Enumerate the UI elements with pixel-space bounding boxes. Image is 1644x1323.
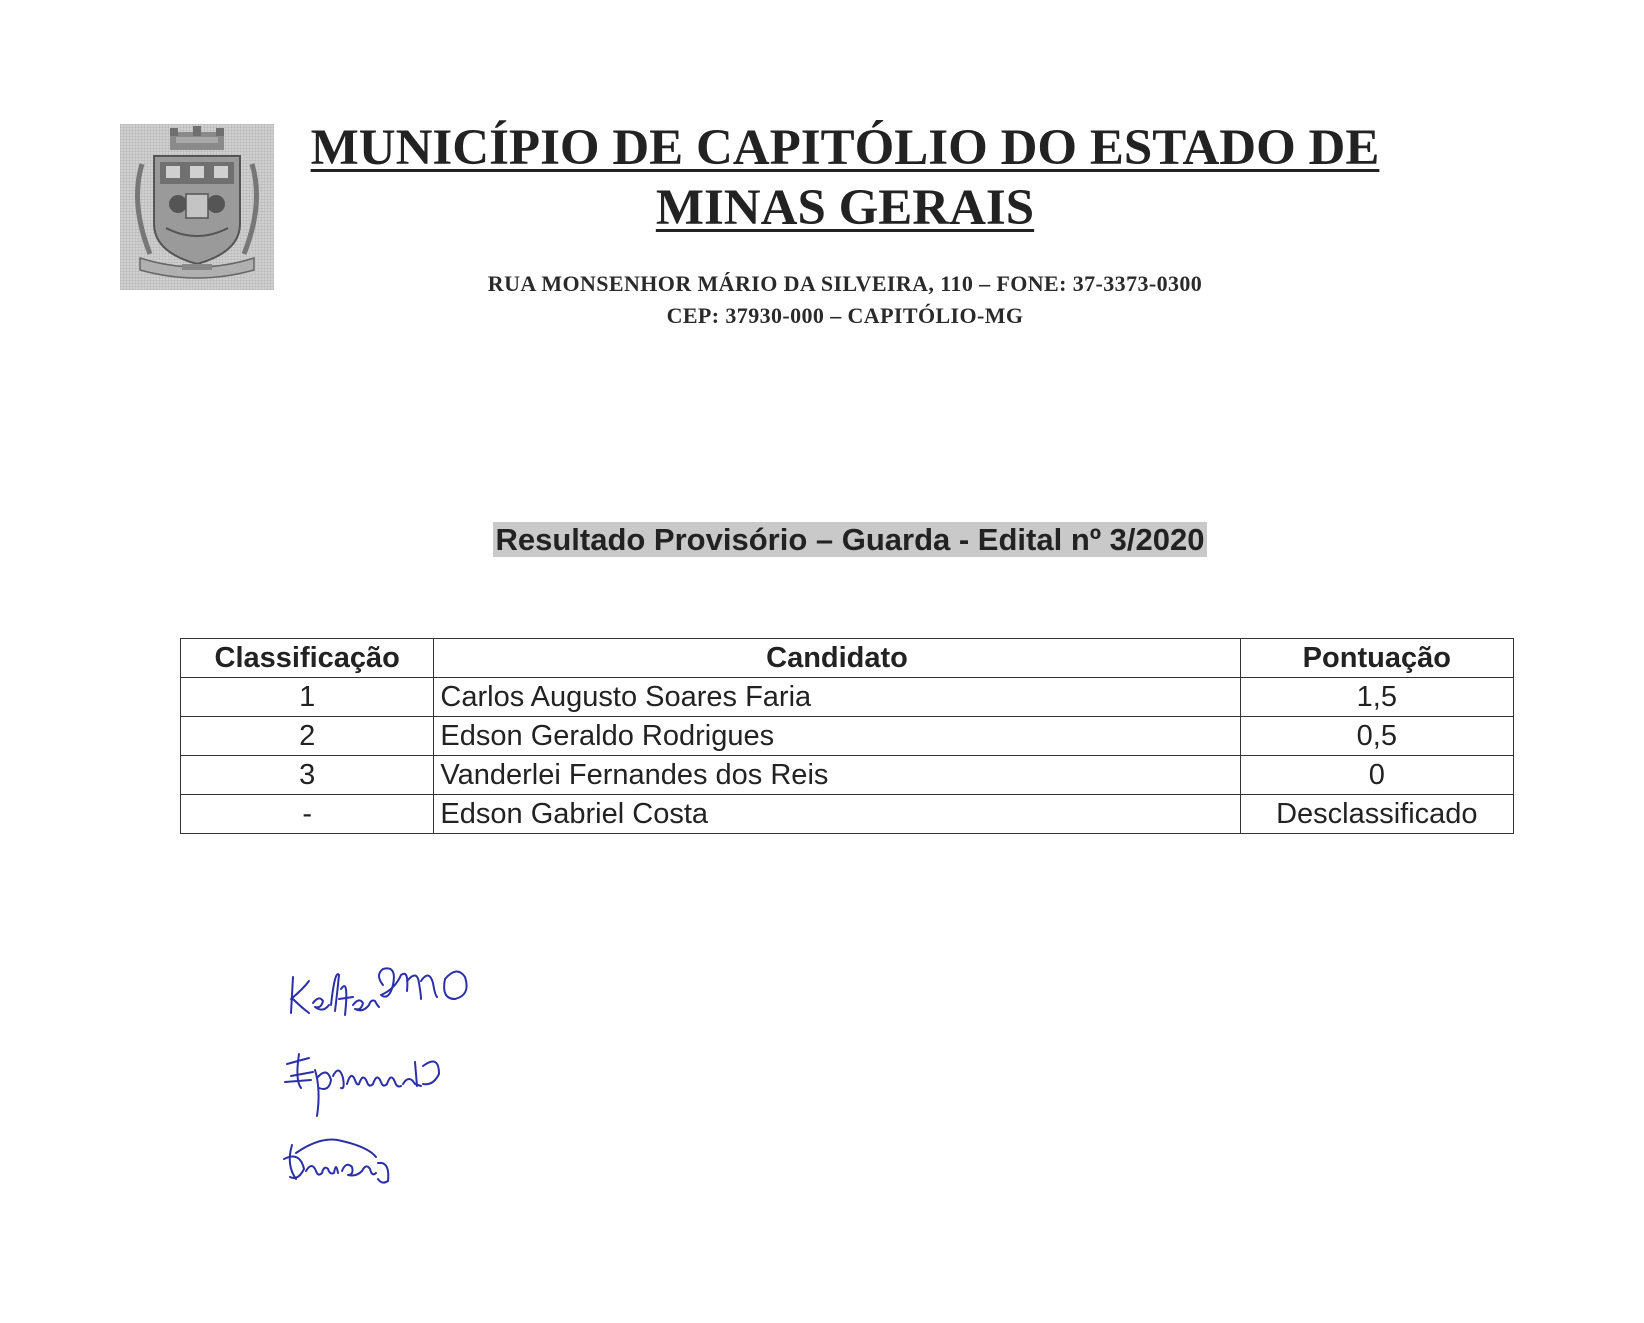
cell-candidato: Edson Gabriel Costa	[434, 795, 1240, 834]
table-row	[181, 678, 1514, 717]
cell-pontuacao: 0,5	[1240, 717, 1513, 756]
column-header-pontuacao: Pontuação	[1240, 639, 1513, 678]
signature-1	[285, 955, 485, 1025]
cell-candidato: Edson Geraldo Rodrigues	[434, 717, 1240, 756]
cell-classificacao: 1	[181, 678, 434, 717]
results-table	[180, 638, 1514, 834]
result-heading-text: Resultado Provisório – Guarda - Edital nº 3/2020	[495, 522, 1205, 557]
organization-address	[300, 268, 1390, 332]
cell-candidato: Carlos Augusto Soares Faria	[434, 678, 1240, 717]
table-row	[181, 795, 1514, 834]
result-heading	[0, 520, 1644, 560]
cell-pontuacao: Desclassificado	[1240, 795, 1513, 834]
cell-classificacao: 2	[181, 717, 434, 756]
organization-title	[290, 118, 1400, 238]
column-header-candidato: Candidato	[434, 639, 1240, 678]
cell-pontuacao: 1,5	[1240, 678, 1513, 717]
organization-title-line-1: MUNICÍPIO DE CAPITÓLIO DO ESTADO DE	[310, 120, 1380, 176]
cell-pontuacao: 0	[1240, 756, 1513, 795]
signature-3	[282, 1125, 402, 1195]
address-line-1: RUA MONSENHOR MÁRIO DA SILVEIRA, 110 – FONE: 37-3373-0300	[487, 271, 1203, 296]
municipal-coat-of-arms-icon	[120, 124, 274, 290]
table-row	[181, 756, 1514, 795]
signature-2	[283, 1040, 463, 1120]
organization-title-line-2: MINAS GERAIS	[655, 180, 1035, 236]
cell-candidato: Vanderlei Fernandes dos Reis	[434, 756, 1240, 795]
table-header-row	[181, 639, 1514, 678]
cell-classificacao: -	[181, 795, 434, 834]
column-header-classificacao: Classificação	[181, 639, 434, 678]
address-line-2: CEP: 37930-000 – CAPITÓLIO-MG	[666, 303, 1024, 328]
cell-classificacao: 3	[181, 756, 434, 795]
table-row	[181, 717, 1514, 756]
